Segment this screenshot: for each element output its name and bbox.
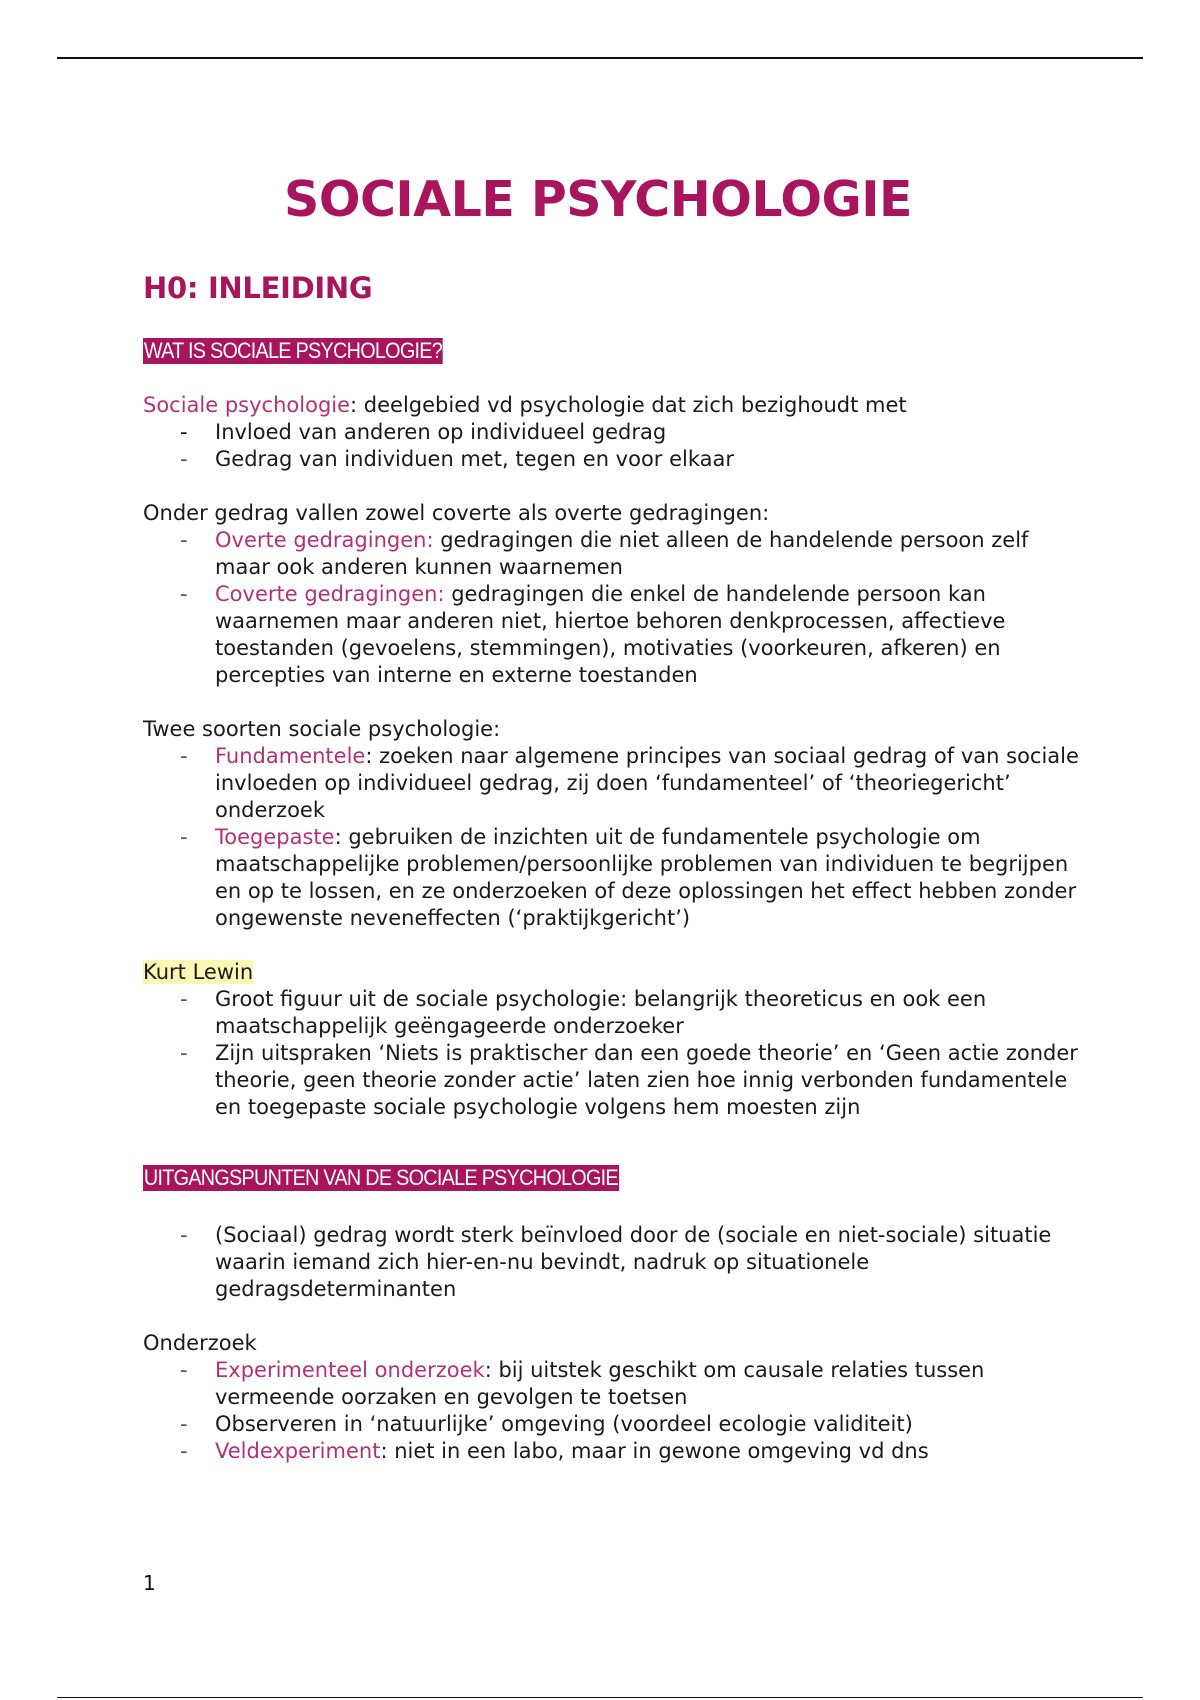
list-item <box>215 527 1083 581</box>
list-item: - (Sociaal) gedrag wordt sterk beïnvloed door de (sociale en niet-sociale) situatie waarin iemand zich hier-en-nu bevindt, nadruk op situationele gedragsdeterminanten <box>215 1222 1083 1303</box>
definition-term: Sociale psychologie <box>143 393 351 417</box>
list-item-text: Observeren in ‘natuurlijke’ omgeving (voordeel ecologie validiteit) <box>215 1412 913 1436</box>
behavior-list <box>143 527 1083 689</box>
list-item: - Invloed van anderen op individueel gedrag <box>215 419 1083 446</box>
list-item-text: : gebruiken de inzichten uit de fundamentele psychologie om maatschappelijke problemen/persoonlijke problemen van individuen te begrijpen en op te lossen, en ze onderzoeken of deze oplossingen het effect hebben zonder ongewenste neveneffecten (‘praktijkgericht’) <box>215 825 1077 930</box>
list-item-text: gedragingen die enkel de handelende persoon kan waarnemen maar anderen niet, hiertoe behoren denkprocessen, affectieve toestanden (gevoelens, stemmingen), motivaties (voorkeuren, afkeren) en percepties van interne en externe toestanden <box>215 582 1006 687</box>
footer-rule <box>57 1697 1143 1698</box>
lewin-heading <box>143 959 1083 986</box>
list-item-term: Fundamentele <box>215 744 366 768</box>
lewin-list <box>143 986 1083 1121</box>
behavior-intro: Onder gedrag vallen zowel coverte als overte gedragingen: <box>143 501 770 525</box>
list-item <box>215 824 1083 932</box>
list-item <box>215 743 1083 824</box>
definition-text: : deelgebied vd psychologie dat zich bezighoudt met <box>350 393 907 417</box>
header-rule <box>57 57 1143 59</box>
section-heading-wat-is: WAT IS SOCIALE PSYCHOLOGIE? <box>143 338 443 363</box>
section-heading-wrapper <box>143 1165 1083 1192</box>
list-item <box>215 1411 1083 1438</box>
section-heading-wrapper <box>143 338 1083 365</box>
list-item-term: Experimenteel onderzoek <box>215 1358 485 1382</box>
highlighted-name: Kurt Lewin <box>143 960 254 984</box>
list-item <box>215 1438 1083 1465</box>
types-intro: Twee soorten sociale psychologie: <box>143 717 501 741</box>
list-item: - Groot figuur uit de sociale psychologie: belangrijk theoreticus en ook een maatschappelijk geëngageerde onderzoeker <box>215 986 1083 1040</box>
list-item-text: : zoeken naar algemene principes van sociaal gedrag of van sociale invloeden op individueel gedrag, zij doen ‘fundamenteel’ of ‘theoriegericht’ onderzoek <box>215 744 1079 822</box>
list-item <box>215 1357 1083 1411</box>
section-heading-uitgangspunten: UITGANGSPUNTEN VAN DE SOCIALE PSYCHOLOGIE <box>143 1165 618 1190</box>
document-title: SOCIALE PSYCHOLOGIE <box>284 171 912 228</box>
research-list <box>143 1357 1083 1465</box>
list-item-text: : niet in een labo, maar in gewone omgeving vd dns <box>380 1439 929 1463</box>
list-item: - Gedrag van individuen met, tegen en voor elkaar <box>215 446 1083 473</box>
list-item: - Zijn uitspraken ‘Niets is praktischer dan een goede theorie’ en ‘Geen actie zonder theorie, geen theorie zonder actie’ laten zien hoe innig verbonden fundamentele en toegepaste sociale psychologie volgens hem moesten zijn <box>215 1040 1083 1121</box>
list-item-term: Toegepaste <box>215 825 335 849</box>
chapter-heading: H0: INLEIDING <box>143 271 373 305</box>
list-item-text: : bij uitstek geschikt om causale relaties tussen vermeende oorzaken en gevolgen te toetsen <box>215 1358 985 1409</box>
principle-list <box>143 1222 1083 1303</box>
types-list <box>143 743 1083 932</box>
research-intro: Onderzoek <box>143 1331 257 1355</box>
page-content <box>143 170 1083 1465</box>
list-item-term: Veldexperiment <box>215 1439 381 1463</box>
list-item-term: Coverte gedragingen: <box>215 582 445 606</box>
page-number: 1 <box>143 1571 156 1595</box>
definition-paragraph <box>143 392 1083 419</box>
list-item <box>215 581 1083 689</box>
definition-list <box>143 419 1083 473</box>
list-item-text: gedragingen die niet alleen de handelende persoon zelf maar ook anderen kunnen waarnemen <box>215 528 1029 579</box>
list-item-term: Overte gedragingen: <box>215 528 434 552</box>
